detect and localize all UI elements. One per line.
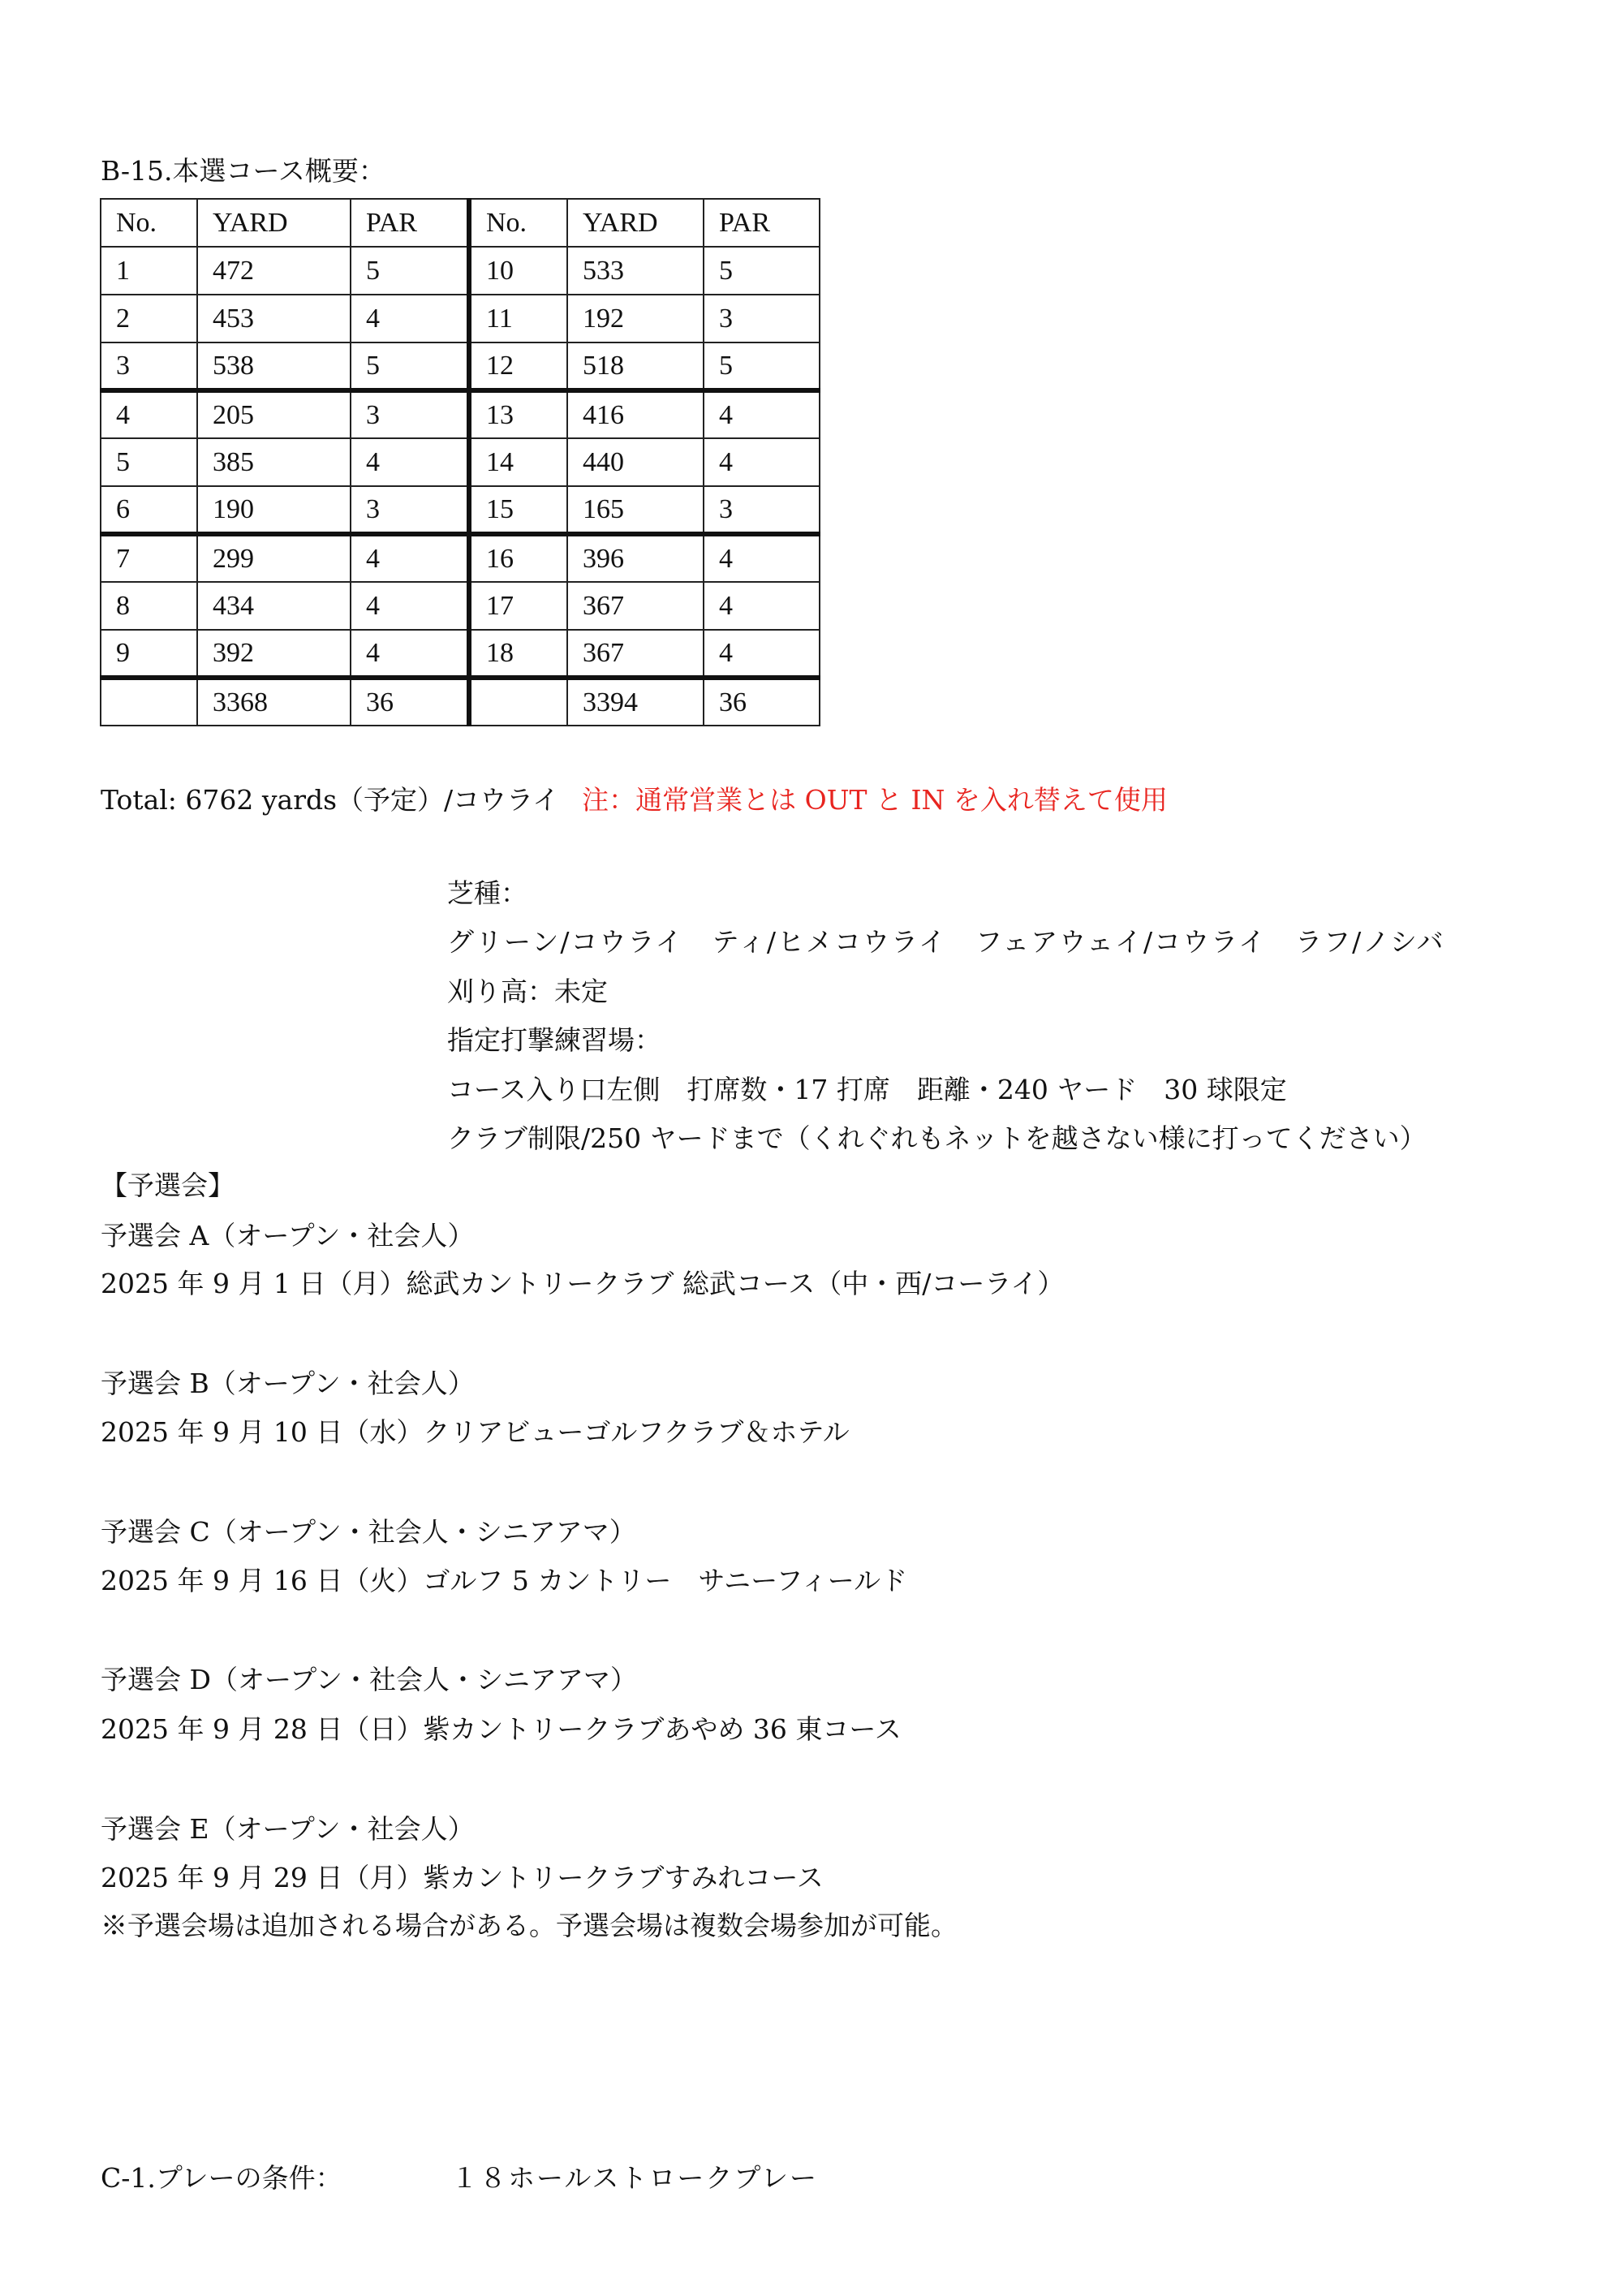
table-cell: 14 [469, 438, 567, 486]
table-cell: 4 [704, 582, 820, 630]
table-cell: 16 [469, 534, 567, 582]
table-cell: 434 [197, 582, 351, 630]
table-cell: 385 [197, 438, 351, 486]
table-header-cell: No. [101, 199, 197, 247]
table-cell: 367 [567, 630, 704, 678]
total-line [101, 779, 1168, 817]
qualifier-d-info: 2025 年 9 月 28 日（日）紫カントリークラブあやめ 36 東コース [101, 1713, 902, 1745]
table-header-cell: PAR [704, 199, 820, 247]
table-cell: 538 [197, 342, 351, 390]
table-header-cell: YARD [567, 199, 704, 247]
table-cell: 192 [567, 295, 704, 342]
table-row [101, 295, 820, 342]
table-cell: 17 [469, 582, 567, 630]
qualifier-a-info: 2025 年 9 月 1 日（月）総武カントリークラブ 総武コース（中・西/コーライ） [101, 1268, 1065, 1299]
table-cell: 518 [567, 342, 704, 390]
table-cell: 165 [567, 486, 704, 534]
table-cell: 4 [704, 390, 820, 438]
table-cell: 15 [469, 486, 567, 534]
table-cell: 4 [351, 295, 469, 342]
qualifiers-header: 【予選会】 [101, 1170, 235, 1201]
table-header-cell: No. [469, 199, 567, 247]
course-table [100, 198, 820, 726]
table-cell: 18 [469, 630, 567, 678]
table-cell: 416 [567, 390, 704, 438]
qualifier-e-info: 2025 年 9 月 29 日（月）紫カントリークラブすみれコース [101, 1862, 824, 1893]
table-row [101, 390, 820, 438]
table-cell: 7 [101, 534, 197, 582]
table-header-cell: YARD [197, 199, 351, 247]
table-header-row [101, 199, 820, 247]
table-cell: 3 [351, 390, 469, 438]
table-cell: 6 [101, 486, 197, 534]
total-note: 注：通常営業とは OUT と IN を入れ替えて使用 [582, 784, 1168, 816]
table-cell: 299 [197, 534, 351, 582]
table-cell [101, 678, 197, 726]
table-cell [469, 678, 567, 726]
table-cell: 36 [704, 678, 820, 726]
table-cell: 4 [704, 630, 820, 678]
table-cell: 9 [101, 630, 197, 678]
table-cell: 12 [469, 342, 567, 390]
table-cell: 11 [469, 295, 567, 342]
table-cell: 3394 [567, 678, 704, 726]
qualifiers-note: ※予選会場は追加される場合がある。予選会場は複数会場参加が可能。 [101, 1910, 958, 1941]
table-row [101, 678, 820, 726]
table-cell: 13 [469, 390, 567, 438]
table-cell: 2 [101, 295, 197, 342]
table-cell: 3 [704, 486, 820, 534]
table-cell: 5 [351, 247, 469, 295]
table-row [101, 438, 820, 486]
table-cell: 5 [351, 342, 469, 390]
table-cell: 4 [351, 534, 469, 582]
total-yards: Total: 6762 yards（予定）/コウライ [101, 784, 560, 816]
table-row [101, 630, 820, 678]
table-cell: 190 [197, 486, 351, 534]
table-cell: 440 [567, 438, 704, 486]
table-row [101, 247, 820, 295]
table-cell: 8 [101, 582, 197, 630]
play-conditions-value: １８ホールストロークプレー [451, 2162, 819, 2194]
table-cell: 4 [704, 534, 820, 582]
table-cell: 3 [101, 342, 197, 390]
table-cell: 367 [567, 582, 704, 630]
table-cell: 4 [351, 582, 469, 630]
turf-title: 芝種： [447, 877, 527, 909]
table-cell: 205 [197, 390, 351, 438]
table-cell: 4 [351, 438, 469, 486]
table-cell: 472 [197, 247, 351, 295]
table-cell: 453 [197, 295, 351, 342]
table-cell: 3 [704, 295, 820, 342]
section-title: B-15.本選コース概要： [101, 155, 385, 187]
table-header-cell: PAR [351, 199, 469, 247]
table-cell: 5 [704, 247, 820, 295]
qualifier-e-name: 予選会 E（オープン・社会人） [101, 1813, 475, 1845]
table-row [101, 486, 820, 534]
qualifier-c-name: 予選会 C（オープン・社会人・シニアアマ） [101, 1516, 636, 1548]
table-cell: 396 [567, 534, 704, 582]
table-row [101, 342, 820, 390]
table-cell: 533 [567, 247, 704, 295]
qualifier-d-name: 予選会 D（オープン・社会人・シニアアマ） [101, 1664, 637, 1695]
table-row [101, 582, 820, 630]
qualifier-c-info: 2025 年 9 月 16 日（火）ゴルフ 5 カントリー サニーフィールド [101, 1565, 908, 1596]
table-cell: 3368 [197, 678, 351, 726]
table-cell: 392 [197, 630, 351, 678]
turf-types: グリーン/コウライ ティ/ヒメコウライ フェアウェイ/コウライ ラフ/ノシバ [447, 926, 1445, 958]
qualifier-b-info: 2025 年 9 月 10 日（水）クリアビューゴルフクラブ＆ホテル [101, 1416, 850, 1448]
table-cell: 4 [101, 390, 197, 438]
table-cell: 5 [704, 342, 820, 390]
qualifier-a-name: 予選会 A（オープン・社会人） [101, 1220, 475, 1251]
practice-range-title: 指定打撃練習場： [447, 1024, 661, 1056]
table-cell: 36 [351, 678, 469, 726]
qualifier-b-name: 予選会 B（オープン・社会人） [101, 1368, 475, 1399]
play-conditions-label: C-1.プレーの条件： [101, 2162, 342, 2194]
table-cell: 4 [351, 630, 469, 678]
practice-range-info: コース入り口左側 打席数・17 打席 距離・240 ヤード 30 球限定 [447, 1074, 1287, 1105]
table-cell: 1 [101, 247, 197, 295]
table-cell: 3 [351, 486, 469, 534]
table-row [101, 534, 820, 582]
mow-height: 刈り高：未定 [447, 976, 608, 1007]
table-cell: 5 [101, 438, 197, 486]
table-cell: 4 [704, 438, 820, 486]
club-limit: クラブ制限/250 ヤードまで（くれぐれもネットを越さない様に打ってください） [447, 1122, 1427, 1154]
table-cell: 10 [469, 247, 567, 295]
